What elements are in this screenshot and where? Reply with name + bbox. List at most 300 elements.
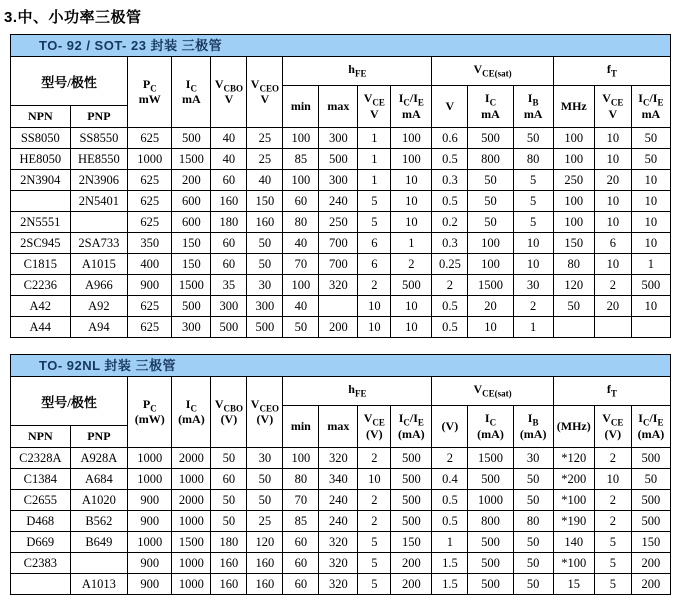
- table-caption-to92-sot23: TO- 92 / SOT- 23 封装 三极管: [10, 34, 671, 56]
- value-cell: 100: [283, 128, 319, 149]
- sub-col-header: max: [319, 86, 358, 128]
- npn-header: NPN: [11, 106, 71, 128]
- value-cell: 2: [391, 254, 432, 275]
- table-row: [11, 275, 671, 296]
- value-cell: 625: [128, 170, 172, 191]
- table-row: [11, 233, 671, 254]
- npn-model-cell: C2655: [11, 490, 71, 511]
- value-cell: 20: [594, 170, 631, 191]
- value-cell: 80: [283, 212, 319, 233]
- value-cell: 500: [247, 317, 283, 338]
- pnp-model-cell: A966: [70, 275, 128, 296]
- value-cell: 300: [319, 170, 358, 191]
- value-cell: 150: [172, 233, 211, 254]
- pnp-model-cell: HE8550: [70, 149, 128, 170]
- param-col-header: $V_{CEO}$ (V): [247, 377, 283, 448]
- group-header: $h_{FE}$: [283, 57, 432, 86]
- npn-model-cell: 2SC945: [11, 233, 71, 254]
- value-cell: 320: [319, 553, 358, 574]
- value-cell: 900: [128, 511, 172, 532]
- param-col-header: $I_C$ mA: [172, 57, 211, 128]
- param-col-header: $I_C$ (mA): [172, 377, 211, 448]
- value-cell: 50: [211, 511, 247, 532]
- sub-col-header: $V_{CE}$ V: [594, 86, 631, 128]
- table-row: [11, 490, 671, 511]
- npn-model-cell: HE8050: [11, 149, 71, 170]
- value-cell: 30: [513, 275, 553, 296]
- table-row: [11, 191, 671, 212]
- table-row: [11, 149, 671, 170]
- value-cell: 800: [468, 511, 513, 532]
- value-cell: 0.5: [432, 317, 468, 338]
- value-cell: 200: [631, 574, 670, 595]
- value-cell: *100: [553, 490, 594, 511]
- pnp-model-cell: 2N3906: [70, 170, 128, 191]
- pnp-model-cell: [70, 553, 128, 574]
- value-cell: 1.5: [432, 574, 468, 595]
- value-cell: 500: [391, 469, 432, 490]
- value-cell: 0.5: [432, 490, 468, 511]
- table-section-to92nl: [10, 354, 671, 595]
- value-cell: 5: [513, 212, 553, 233]
- value-cell: 160: [247, 212, 283, 233]
- value-cell: 700: [319, 233, 358, 254]
- value-cell: 10: [358, 296, 391, 317]
- value-cell: 0.2: [432, 212, 468, 233]
- value-cell: 500: [391, 511, 432, 532]
- value-cell: 5: [594, 574, 631, 595]
- pnp-model-cell: 2N5401: [70, 191, 128, 212]
- value-cell: 85: [283, 511, 319, 532]
- value-cell: 10: [391, 191, 432, 212]
- pnp-model-cell: A1020: [70, 490, 128, 511]
- value-cell: 150: [391, 532, 432, 553]
- group-header: $V_{CE(sat)}$: [432, 377, 553, 406]
- value-cell: 0.3: [432, 233, 468, 254]
- value-cell: 10: [631, 191, 670, 212]
- npn-model-cell: C2236: [11, 275, 71, 296]
- value-cell: 200: [391, 574, 432, 595]
- value-cell: 50: [631, 149, 670, 170]
- value-cell: 100: [283, 170, 319, 191]
- value-cell: 2: [594, 448, 631, 469]
- value-cell: 350: [128, 233, 172, 254]
- value-cell: 10: [468, 317, 513, 338]
- pnp-model-cell: A1013: [70, 574, 128, 595]
- pnp-model-cell: A1015: [70, 254, 128, 275]
- value-cell: 500: [319, 149, 358, 170]
- value-cell: 1: [432, 532, 468, 553]
- value-cell: 625: [128, 212, 172, 233]
- value-cell: 500: [391, 490, 432, 511]
- value-cell: 240: [319, 490, 358, 511]
- value-cell: 50: [513, 128, 553, 149]
- value-cell: 1000: [128, 469, 172, 490]
- value-cell: 50: [513, 532, 553, 553]
- value-cell: 900: [128, 574, 172, 595]
- value-cell: 150: [553, 233, 594, 254]
- value-cell: 800: [468, 149, 513, 170]
- value-cell: 500: [391, 275, 432, 296]
- value-cell: 600: [172, 212, 211, 233]
- sub-col-header: $I_B$ (mA): [513, 406, 553, 448]
- value-cell: 10: [594, 469, 631, 490]
- value-cell: 50: [468, 212, 513, 233]
- value-cell: 0.5: [432, 149, 468, 170]
- value-cell: 5: [358, 574, 391, 595]
- value-cell: [553, 317, 594, 338]
- value-cell: 60: [283, 553, 319, 574]
- pnp-model-cell: [70, 212, 128, 233]
- value-cell: 300: [172, 317, 211, 338]
- value-cell: 50: [211, 448, 247, 469]
- value-cell: 2: [432, 448, 468, 469]
- value-cell: 500: [172, 128, 211, 149]
- value-cell: 2: [594, 275, 631, 296]
- value-cell: 10: [594, 212, 631, 233]
- value-cell: 240: [319, 511, 358, 532]
- pnp-model-cell: A92: [70, 296, 128, 317]
- value-cell: 2: [358, 448, 391, 469]
- value-cell: 30: [513, 448, 553, 469]
- value-cell: 40: [283, 296, 319, 317]
- value-cell: 5: [358, 553, 391, 574]
- model-polarity-header: 型号/极性: [11, 377, 128, 426]
- value-cell: 0.4: [432, 469, 468, 490]
- value-cell: 50: [468, 191, 513, 212]
- value-cell: 6: [358, 254, 391, 275]
- npn-model-cell: D468: [11, 511, 71, 532]
- value-cell: 625: [128, 317, 172, 338]
- sub-col-header: $I_C/I_E$ mA: [631, 86, 670, 128]
- value-cell: 80: [283, 469, 319, 490]
- value-cell: 340: [319, 469, 358, 490]
- value-cell: 1000: [128, 149, 172, 170]
- value-cell: 1: [358, 170, 391, 191]
- value-cell: 140: [553, 532, 594, 553]
- value-cell: 10: [594, 191, 631, 212]
- table-row: [11, 317, 671, 338]
- value-cell: 50: [553, 296, 594, 317]
- value-cell: 10: [391, 317, 432, 338]
- value-cell: 150: [247, 191, 283, 212]
- value-cell: 0.5: [432, 511, 468, 532]
- value-cell: 2000: [172, 490, 211, 511]
- table-row: [11, 511, 671, 532]
- value-cell: 5: [594, 553, 631, 574]
- value-cell: 15: [553, 574, 594, 595]
- npn-model-cell: [11, 574, 71, 595]
- param-col-header: $V_{CEO}$ V: [247, 57, 283, 128]
- value-cell: 120: [553, 275, 594, 296]
- value-cell: 5: [358, 532, 391, 553]
- value-cell: 500: [391, 448, 432, 469]
- pnp-model-cell: A928A: [70, 448, 128, 469]
- value-cell: 500: [631, 511, 670, 532]
- value-cell: 100: [553, 128, 594, 149]
- param-col-header: $P_C$ mW: [128, 57, 172, 128]
- table-caption-to92nl: TO- 92NL 封装 三极管: [10, 354, 671, 376]
- value-cell: 100: [468, 254, 513, 275]
- table-section-to92-sot23: [10, 34, 671, 338]
- value-cell: 1500: [172, 149, 211, 170]
- value-cell: 50: [211, 490, 247, 511]
- table-row: [11, 128, 671, 149]
- value-cell: *120: [553, 448, 594, 469]
- value-cell: 30: [247, 448, 283, 469]
- sub-col-header: MHz: [553, 86, 594, 128]
- value-cell: 50: [247, 490, 283, 511]
- npn-model-cell: 2N5551: [11, 212, 71, 233]
- value-cell: 30: [247, 275, 283, 296]
- value-cell: 40: [247, 170, 283, 191]
- value-cell: 100: [553, 191, 594, 212]
- value-cell: 100: [391, 149, 432, 170]
- sub-col-header: min: [283, 86, 319, 128]
- value-cell: 50: [247, 469, 283, 490]
- value-cell: 625: [128, 191, 172, 212]
- value-cell: 1: [631, 254, 670, 275]
- value-cell: 1500: [172, 275, 211, 296]
- value-cell: 60: [283, 574, 319, 595]
- value-cell: 10: [631, 212, 670, 233]
- value-cell: 0.5: [432, 296, 468, 317]
- sub-col-header: (V): [432, 406, 468, 448]
- value-cell: 50: [513, 574, 553, 595]
- value-cell: 500: [468, 574, 513, 595]
- sub-col-header: $I_B$ mA: [513, 86, 553, 128]
- value-cell: 0.25: [432, 254, 468, 275]
- value-cell: 50: [631, 469, 670, 490]
- table-row: [11, 170, 671, 191]
- value-cell: 500: [172, 296, 211, 317]
- value-cell: 10: [594, 149, 631, 170]
- param-col-header: $V_{CBO}$ V: [211, 57, 247, 128]
- value-cell: 100: [468, 233, 513, 254]
- value-cell: 500: [631, 275, 670, 296]
- group-header: $h_{FE}$: [283, 377, 432, 406]
- value-cell: 50: [513, 469, 553, 490]
- npn-model-cell: D669: [11, 532, 71, 553]
- value-cell: 6: [358, 233, 391, 254]
- table-row: [11, 532, 671, 553]
- value-cell: 160: [211, 191, 247, 212]
- value-cell: 100: [391, 128, 432, 149]
- value-cell: 2: [594, 490, 631, 511]
- value-cell: 300: [247, 296, 283, 317]
- value-cell: 60: [211, 254, 247, 275]
- value-cell: 600: [172, 191, 211, 212]
- value-cell: 2: [432, 275, 468, 296]
- value-cell: 500: [468, 532, 513, 553]
- value-cell: 10: [513, 254, 553, 275]
- value-cell: 100: [283, 448, 319, 469]
- value-cell: 250: [319, 212, 358, 233]
- value-cell: 200: [172, 170, 211, 191]
- value-cell: 5: [513, 191, 553, 212]
- value-cell: 5: [594, 532, 631, 553]
- table-row: [11, 212, 671, 233]
- table-row: [11, 553, 671, 574]
- table-row: [11, 296, 671, 317]
- value-cell: 6: [594, 233, 631, 254]
- value-cell: 1.5: [432, 553, 468, 574]
- group-header: $f_T$: [553, 377, 670, 406]
- value-cell: 0.3: [432, 170, 468, 191]
- pnp-model-cell: 2SA733: [70, 233, 128, 254]
- pnp-model-cell: SS8550: [70, 128, 128, 149]
- value-cell: [319, 296, 358, 317]
- value-cell: 1000: [172, 574, 211, 595]
- sub-col-header: max: [319, 406, 358, 448]
- value-cell: 2: [594, 511, 631, 532]
- npn-model-cell: A42: [11, 296, 71, 317]
- value-cell: 180: [211, 532, 247, 553]
- pnp-header: PNP: [70, 106, 128, 128]
- value-cell: 10: [358, 469, 391, 490]
- npn-model-cell: C1815: [11, 254, 71, 275]
- table-row: [11, 574, 671, 595]
- param-col-header: $V_{CBO}$ (V): [211, 377, 247, 448]
- value-cell: 10: [594, 254, 631, 275]
- value-cell: 10: [358, 317, 391, 338]
- value-cell: 625: [128, 128, 172, 149]
- value-cell: 150: [172, 254, 211, 275]
- group-header: $V_{CE(sat)}$: [432, 57, 553, 86]
- pnp-header: PNP: [70, 426, 128, 448]
- pnp-model-cell: B649: [70, 532, 128, 553]
- value-cell: 100: [553, 212, 594, 233]
- value-cell: 200: [391, 553, 432, 574]
- sub-col-header: V: [432, 86, 468, 128]
- value-cell: 50: [631, 128, 670, 149]
- npn-header: NPN: [11, 426, 71, 448]
- value-cell: 85: [283, 149, 319, 170]
- value-cell: 50: [247, 254, 283, 275]
- value-cell: 320: [319, 532, 358, 553]
- value-cell: 1: [358, 149, 391, 170]
- value-cell: 10: [391, 170, 432, 191]
- value-cell: 1500: [468, 275, 513, 296]
- value-cell: 2: [358, 275, 391, 296]
- value-cell: 10: [631, 233, 670, 254]
- value-cell: *200: [553, 469, 594, 490]
- value-cell: 60: [211, 170, 247, 191]
- value-cell: 80: [553, 254, 594, 275]
- value-cell: 70: [283, 254, 319, 275]
- value-cell: 160: [211, 553, 247, 574]
- param-col-header: $P_C$ (mW): [128, 377, 172, 448]
- npn-model-cell: [11, 191, 71, 212]
- value-cell: 1000: [172, 511, 211, 532]
- value-cell: 60: [211, 233, 247, 254]
- value-cell: 80: [513, 511, 553, 532]
- value-cell: 10: [631, 170, 670, 191]
- value-cell: 120: [247, 532, 283, 553]
- value-cell: 60: [211, 469, 247, 490]
- value-cell: 40: [283, 233, 319, 254]
- table-row: [11, 254, 671, 275]
- value-cell: 70: [283, 490, 319, 511]
- value-cell: 20: [468, 296, 513, 317]
- value-cell: 50: [283, 317, 319, 338]
- value-cell: [594, 317, 631, 338]
- value-cell: *100: [553, 553, 594, 574]
- value-cell: 160: [211, 574, 247, 595]
- value-cell: 50: [468, 170, 513, 191]
- value-cell: 320: [319, 448, 358, 469]
- npn-model-cell: SS8050: [11, 128, 71, 149]
- value-cell: 25: [247, 128, 283, 149]
- value-cell: 50: [247, 233, 283, 254]
- value-cell: 320: [319, 574, 358, 595]
- value-cell: 100: [283, 275, 319, 296]
- value-cell: 500: [468, 128, 513, 149]
- sub-col-header: $I_C$ (mA): [468, 406, 513, 448]
- value-cell: 0.5: [432, 191, 468, 212]
- npn-model-cell: C2383: [11, 553, 71, 574]
- sub-col-header: $V_{CE}$ V: [358, 86, 391, 128]
- sub-col-header: min: [283, 406, 319, 448]
- value-cell: 25: [247, 511, 283, 532]
- sub-col-header: $V_{CE}$ (V): [358, 406, 391, 448]
- transistor-table-to92-sot23: [10, 56, 671, 338]
- value-cell: 500: [631, 448, 670, 469]
- value-cell: 60: [283, 191, 319, 212]
- npn-model-cell: 2N3904: [11, 170, 71, 191]
- value-cell: 0.6: [432, 128, 468, 149]
- pnp-model-cell: B562: [70, 511, 128, 532]
- value-cell: 2: [358, 490, 391, 511]
- value-cell: 5: [358, 212, 391, 233]
- sub-col-header: $V_{CE}$ (V): [594, 406, 631, 448]
- value-cell: 900: [128, 553, 172, 574]
- value-cell: 160: [247, 553, 283, 574]
- value-cell: 500: [468, 553, 513, 574]
- value-cell: 80: [513, 149, 553, 170]
- value-cell: 1000: [128, 448, 172, 469]
- value-cell: 1000: [128, 532, 172, 553]
- value-cell: 200: [319, 317, 358, 338]
- value-cell: 700: [319, 254, 358, 275]
- value-cell: 1000: [172, 469, 211, 490]
- value-cell: 50: [513, 490, 553, 511]
- value-cell: 2: [513, 296, 553, 317]
- value-cell: 300: [319, 128, 358, 149]
- value-cell: 1500: [172, 532, 211, 553]
- value-cell: 1500: [468, 448, 513, 469]
- sub-col-header: $I_C$ mA: [468, 86, 513, 128]
- value-cell: 1: [391, 233, 432, 254]
- value-cell: 1: [513, 317, 553, 338]
- value-cell: 5: [513, 170, 553, 191]
- value-cell: 10: [594, 128, 631, 149]
- value-cell: 500: [468, 469, 513, 490]
- transistor-table-to92nl: [10, 376, 671, 595]
- page-title: 3.中、小功率三极管: [4, 9, 142, 26]
- value-cell: 240: [319, 191, 358, 212]
- npn-model-cell: C2328A: [11, 448, 71, 469]
- value-cell: 320: [319, 275, 358, 296]
- value-cell: 500: [211, 317, 247, 338]
- value-cell: 2000: [172, 448, 211, 469]
- value-cell: *190: [553, 511, 594, 532]
- value-cell: 1: [358, 128, 391, 149]
- value-cell: 300: [211, 296, 247, 317]
- group-header: $f_T$: [553, 57, 670, 86]
- value-cell: 10: [513, 233, 553, 254]
- value-cell: 625: [128, 296, 172, 317]
